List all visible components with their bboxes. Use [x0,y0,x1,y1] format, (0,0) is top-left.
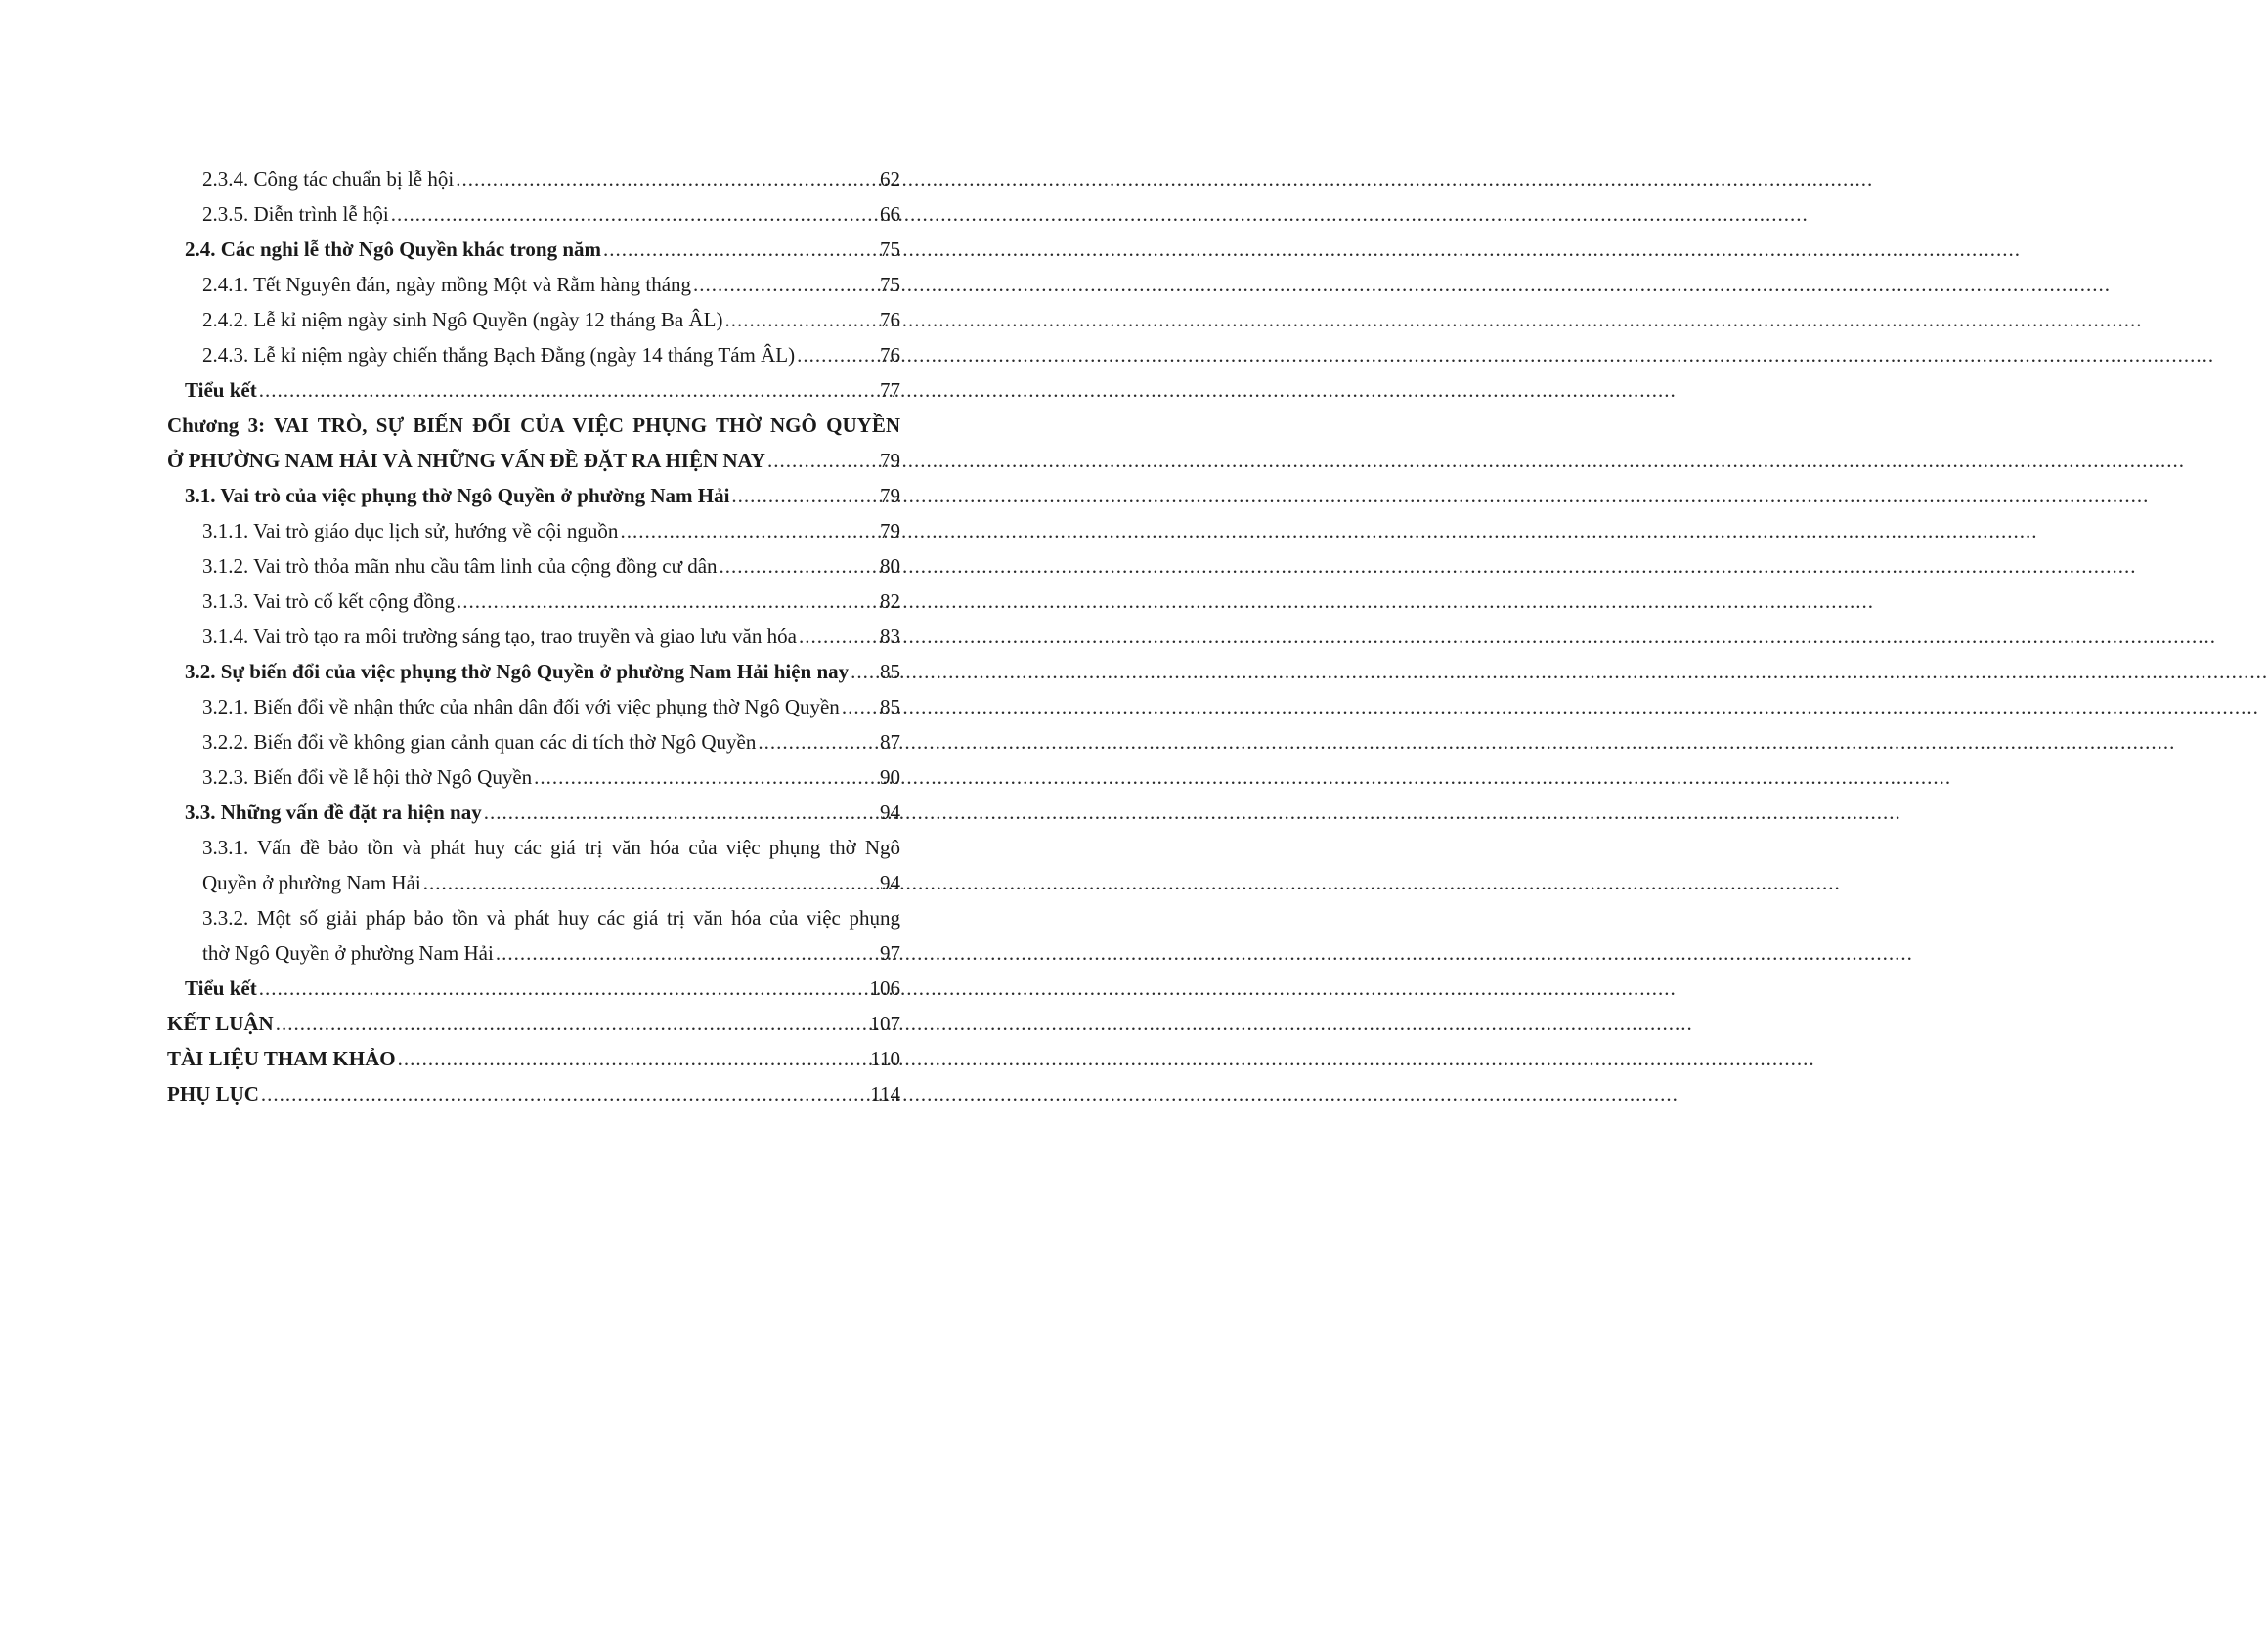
toc-entry-3-3-2[interactable] [167,900,900,971]
toc-entry-2-3-5[interactable] [167,196,900,232]
toc-page-number: 94 [880,801,900,824]
toc-entry-label-line1: 3.3.1. Vấn đề bảo tồn và phát huy các giá trị văn hóa của việc phụng thờ Ngô [202,836,900,859]
toc-entry-2-4-3[interactable] [167,337,900,372]
toc-page-number: 87 [880,730,900,754]
toc-entry-ket-luan[interactable] [167,1006,900,1041]
toc-page-number: 90 [880,765,900,789]
toc-page-number: 79 [880,519,900,542]
toc-entry-label: 2.4.2. Lễ kỉ niệm ngày sinh Ngô Quyền (ngày 12 tháng Ba ÂL) [202,308,723,331]
dot-leader [456,161,878,196]
dot-leader [496,935,878,971]
dot-leader [620,513,878,548]
toc-page-number: 80 [880,554,900,578]
toc-entry-2-4-2[interactable] [167,302,900,337]
toc-entry-3-2[interactable] [167,654,900,689]
dot-leader [398,1041,869,1076]
toc-entry-3-1-2[interactable] [167,548,900,584]
toc-entry-2-3-4[interactable] [167,161,900,196]
toc-entry-label-line2: thờ Ngô Quyền ở phường Nam Hải [202,941,494,965]
toc-entry-3-2-2[interactable] [167,724,900,759]
toc-entry-label: 2.4.3. Lễ kỉ niệm ngày chiến thắng Bạch Đằng (ngày 14 tháng Tám ÂL) [202,343,796,367]
toc-entry-label: 3.1.1. Vai trò giáo dục lịch sử, hướng về cội nguồn [202,519,619,542]
toc-entry-label: 3.2.3. Biến đổi về lễ hội thờ Ngô Quyền [202,765,533,789]
toc-page-number: 97 [880,941,900,965]
toc-entry-label: 3.1.2. Vai trò thỏa mãn nhu cầu tâm linh của cộng đồng cư dân [202,554,718,578]
toc-page-number: 94 [880,871,900,894]
toc-entry-label: 3.1. Vai trò của việc phụng thờ Ngô Quyền ở phường Nam Hải [185,484,730,507]
toc-entry-3-1-3[interactable] [167,584,900,619]
dot-leader [850,654,878,689]
toc-entry-3-1-1[interactable] [167,513,900,548]
dot-leader [797,337,878,372]
toc-entry-label-line1: 3.3.2. Một số giải pháp bảo tồn và phát huy các giá trị văn hóa của việc phụng [202,906,900,930]
toc-page-number: 106 [869,976,900,1000]
toc-entry-2-4[interactable] [167,232,900,267]
toc-entry-label: 2.3.4. Công tác chuẩn bị lễ hội [202,167,455,191]
toc-page-number: 76 [880,343,900,367]
toc-entry-tieu-ket-3[interactable] [167,971,900,1006]
toc-entry-tai-lieu-tham-khao[interactable] [167,1041,900,1076]
dot-leader [457,584,878,619]
toc-entry-label: Tiểu kết [185,976,257,1000]
toc-entry-label-line1: Chương 3: VAI TRÒ, SỰ BIẾN ĐỔI CỦA VIỆC PHỤNG THỜ NGÔ QUYỀN [167,413,900,437]
toc-entry-label: 2.4.1. Tết Nguyên đán, ngày mồng Một và Rằm hàng tháng [202,273,692,296]
toc-entry-label: KẾT LUẬN [167,1012,274,1035]
toc-page-number: 83 [880,625,900,648]
dot-leader [720,548,878,584]
dot-leader [276,1006,868,1041]
toc-entry-label-line2: Ở PHƯỜNG NAM HẢI VÀ NHỮNG VẤN ĐỀ ĐẶT RA HIỆN NAY [167,449,765,472]
toc-page-number: 114 [870,1082,900,1105]
dot-leader [259,372,878,408]
toc-entry-phu-luc[interactable] [167,1076,900,1111]
toc-page-number: 79 [880,449,900,472]
toc-page-number: 82 [880,589,900,613]
toc-page-number: 77 [880,378,900,402]
dot-leader [693,267,878,302]
toc-entry-label: Tiểu kết [185,378,257,402]
toc-entry-3-1-4[interactable] [167,619,900,654]
dot-leader [534,759,878,795]
dot-leader [731,478,878,513]
toc-entry-tieu-ket-2[interactable] [167,372,900,408]
toc-entry-label: 3.3. Những vấn đề đặt ra hiện nay [185,801,482,824]
dot-leader [799,619,878,654]
dot-leader [259,971,868,1006]
dot-leader [842,689,878,724]
toc-page-number: 107 [869,1012,900,1035]
toc-page-number: 85 [880,660,900,683]
toc-entry-label: 3.2.1. Biến đổi về nhận thức của nhân dân đối với việc phụng thờ Ngô Quyền [202,695,840,718]
toc-page-number: 110 [870,1047,900,1070]
dot-leader [261,1076,868,1111]
dot-leader [391,196,878,232]
toc-entry-label-line2: Quyền ở phường Nam Hải [202,871,421,894]
toc-page-number: 62 [880,167,900,191]
toc-entry-2-4-1[interactable] [167,267,900,302]
toc-entry-label: TÀI LIỆU THAM KHẢO [167,1047,396,1070]
toc-entry-label: 2.3.5. Diễn trình lễ hội [202,202,389,226]
toc-entry-3-2-1[interactable] [167,689,900,724]
toc-page-number: 75 [880,273,900,296]
dot-leader [767,443,878,478]
toc-entry-label: 3.1.4. Vai trò tạo ra môi trường sáng tạo, trao truyền và giao lưu văn hóa [202,625,797,648]
toc-entry-label: 3.2.2. Biến đổi về không gian cảnh quan các di tích thờ Ngô Quyền [202,730,757,754]
toc-page-number: 66 [880,202,900,226]
toc-page-number: 79 [880,484,900,507]
dot-leader [758,724,878,759]
toc-entry-3-1[interactable] [167,478,900,513]
toc-entry-label: 2.4. Các nghi lễ thờ Ngô Quyền khác trong năm [185,238,602,261]
toc-entry-label: 3.1.3. Vai trò cố kết cộng đồng [202,589,455,613]
toc-entry-label: 3.2. Sự biến đổi của việc phụng thờ Ngô Quyền ở phường Nam Hải hiện nay [185,660,850,683]
toc-page-number: 85 [880,695,900,718]
dot-leader [603,232,878,267]
dot-leader [484,795,878,830]
toc-entry-3-2-3[interactable] [167,759,900,795]
toc-entry-chapter-3[interactable] [167,408,900,478]
toc-entry-3-3-1[interactable] [167,830,900,900]
toc-entry-3-3[interactable] [167,795,900,830]
toc-page-number: 75 [880,238,900,261]
table-of-contents [167,161,900,1111]
dot-leader [725,302,879,337]
toc-page-number: 76 [880,308,900,331]
toc-entry-label: PHỤ LỤC [167,1082,259,1105]
dot-leader [423,865,878,900]
